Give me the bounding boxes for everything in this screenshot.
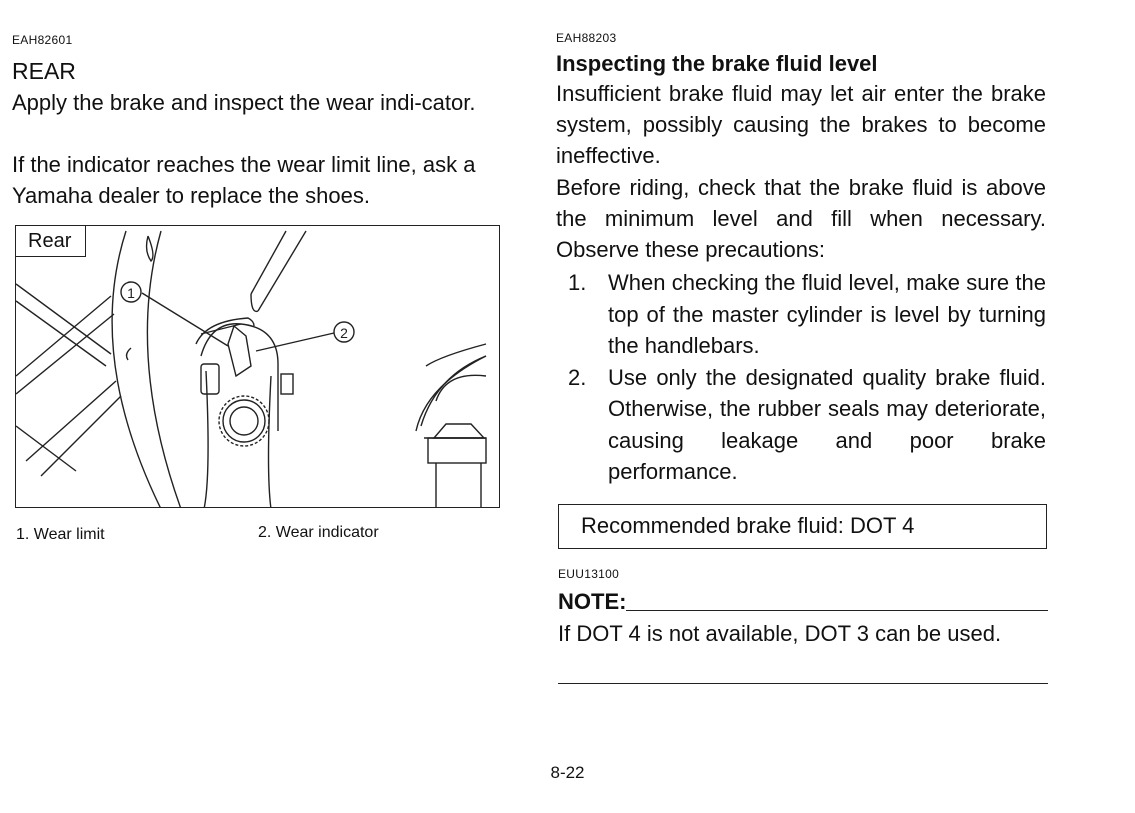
callout-2-number: 2 (340, 325, 348, 341)
note-label: NOTE: (558, 589, 627, 614)
precaution-list (556, 267, 1046, 488)
rear-brake-figure (15, 225, 500, 508)
section-code: EAH82601 (12, 33, 73, 47)
section-code: EAH88203 (556, 31, 617, 45)
list-item-number: 1. (568, 270, 587, 295)
fluid-paragraph-2: Before riding, check that the brake fluid is above the minimum level and fill when necessary. Observe these precautions: (556, 175, 1046, 262)
list-item (556, 267, 1046, 362)
brake-illustration (16, 226, 500, 508)
rear-paragraph-2: If the indicator reaches the wear limit line, ask a Yamaha dealer to replace the shoes. (12, 152, 476, 208)
section-heading: REAR (12, 58, 76, 84)
rear-paragraph-1: Apply the brake and inspect the wear indi-cator. (12, 90, 476, 115)
figure-label: Rear (16, 226, 86, 257)
note-bottom-rule (558, 683, 1048, 684)
list-item-text: Use only the designated quality brake fluid. Otherwise, the rubber seals may deteriorate, causing leakage and poor brake performance. (608, 364, 1046, 484)
recommended-fluid-box: Recommended brake fluid: DOT 4 (558, 504, 1047, 549)
list-item-number: 2. (568, 364, 587, 390)
note-rule (626, 610, 1048, 611)
note-header (558, 588, 1048, 616)
caption-wear-limit: 1. Wear limit (16, 526, 105, 543)
note-text: If DOT 4 is not available, DOT 3 can be used. (558, 621, 1002, 646)
section-heading: Inspecting the brake fluid level (556, 51, 878, 76)
note-code: EUU13100 (558, 567, 620, 581)
callout-1-number: 1 (127, 285, 135, 301)
list-item-text: When checking the fluid level, make sure the top of the master cylinder is level by turning the handlebars. (608, 270, 1046, 358)
caption-wear-indicator: 2. Wear indicator (258, 524, 379, 541)
fluid-paragraph-1: Insufficient brake fluid may let air enter the brake system, possibly causing the brakes to become ineffective. (556, 81, 1046, 168)
list-item (556, 362, 1046, 488)
page-number: 8-22 (550, 763, 585, 782)
